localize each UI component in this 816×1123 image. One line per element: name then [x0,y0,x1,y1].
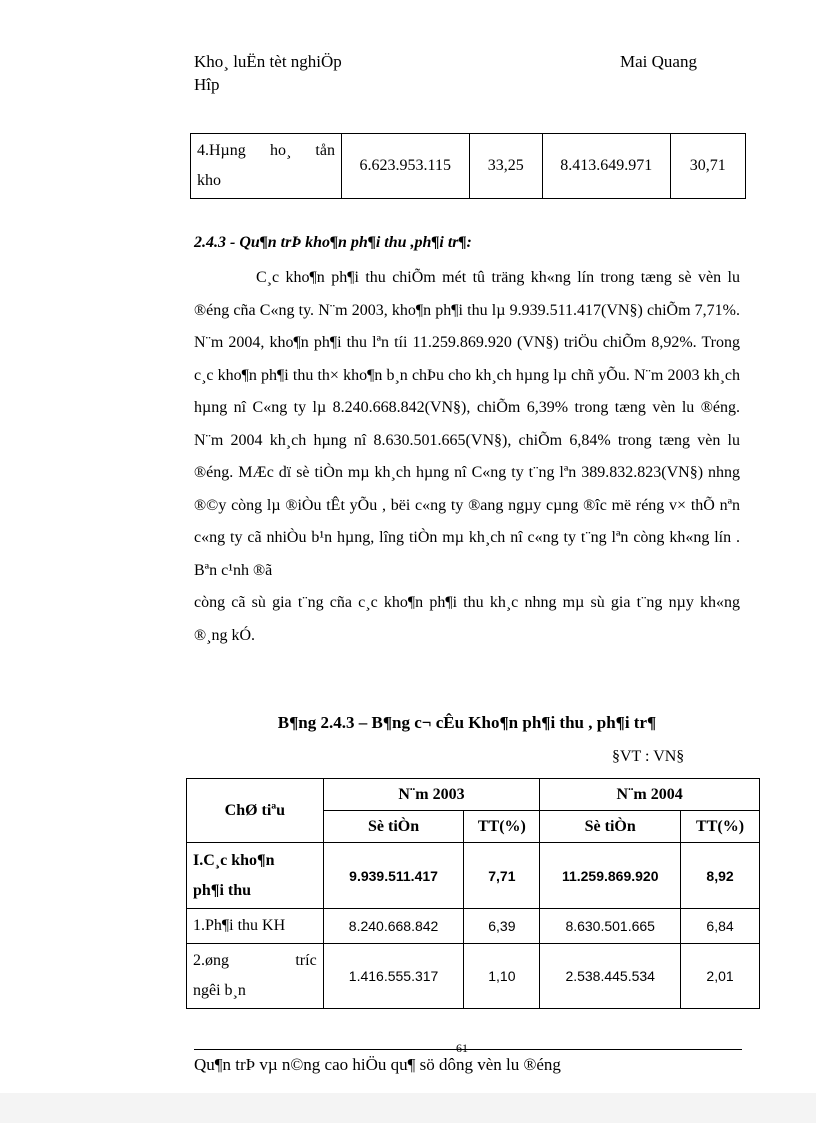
receivables-table [186,778,760,1009]
row-label-line: I.C¸c kho¶n [193,851,275,869]
text-line: 9.939.511.417(VN§) chiÕm 7,71%. N¨m 2004, kho¶n ph¶i thu lªn tíi [194,301,741,351]
row-label-line: ph¶i thu [193,881,252,899]
inventory-table [190,133,746,199]
row-label-cell [187,944,324,1009]
pct-2003-cell: 1,10 [464,944,540,1009]
col-indicator-header: ChØ tiªu [187,779,324,843]
amount-2004-cell: 8.630.501.665 [540,909,681,944]
row-label-word: tån [315,142,335,159]
table-row [187,909,760,944]
amount-2003-cell: 8.240.668.842 [323,909,464,944]
table-header-row [187,779,760,811]
header-author: Mai Quang [620,52,697,71]
header-title: Kho¸ luËn tèt nghiÖp [194,52,342,71]
value-2004-cell: 8.413.649.971 [543,134,671,199]
text-line: hµng nî C«ng ty lµ 8.240.668.842(VN§), chiÕm 6,39% trong tæng [194,399,653,416]
text-line: sè vèn lu ®éng cña C«ng ty. N¨m 2003, kho¶n ph¶i thu lµ [194,269,740,319]
row-label-cell [191,134,342,199]
amount-2004-cell: 2.538.445.534 [540,944,681,1009]
pct-2004-cell: 30,71 [670,134,745,199]
table-row [187,843,760,909]
year-2003-header: N¨m 2003 [323,779,540,811]
pct-2003-cell: 33,25 [469,134,542,199]
header-title-continued: Hîp [194,75,220,94]
value-2003-cell: 6.623.953.115 [341,134,469,199]
text-line: , bëi c«ng ty ®ang ngµy cµng ®îc më réng v× thÕ nªn c«ng ty cã [194,496,740,546]
table-row [187,944,760,1009]
text-line: lín . Bªn c¹nh ®ã [194,529,741,579]
text-line: nµy kh«ng ®¸ng kÓ. [194,594,740,644]
amount-2003-cell: 9.939.511.417 [323,843,464,909]
text-line: 6,84% trong tæng vèn lu ®éng. MÆc dï sè tiÒn mµ kh¸ch hµng nî [194,431,741,481]
pct-2004-cell: 2,01 [681,944,760,1009]
body-paragraph [194,262,740,652]
paragraph-text [194,262,740,587]
row-label-word: 2.øng [193,952,229,969]
amount-2004-header: Sè tiÒn [540,811,681,843]
text-line: còng cã sù gia t¨ng cña c¸c kho¶n ph¶i thu kh¸c nhng mµ sù gia t¨ng [194,594,669,611]
pct-2004-cell: 8,92 [681,843,760,909]
table-title: B¶ng 2.4.3 – B¶ng c¬ cÊu Kho¶n ph¶i thu , ph¶i tr¶ [277,713,657,732]
unit-label: §VT : VN§ [612,748,685,765]
footer-title: Qu¶n trÞ vµ n©ng cao hiÖu qu¶ sö dông vèn lu ®éng [194,1055,561,1074]
row-label-line2: kho [197,172,221,189]
footer-divider [194,1049,742,1050]
row-label-line: 1.Ph¶i thu KH [193,917,286,934]
text-line: th× kho¶n b¸n chÞu cho kh¸ch hµng lµ chñ yÕu. N¨m 2003 kh¸ch [317,366,741,384]
pct-2003-header: TT(%) [464,811,540,843]
header-left [194,50,342,96]
page-number: 61 [456,1041,468,1055]
amount-2003-cell: 1.416.555.317 [323,944,464,1009]
table-row [191,134,746,199]
row-label-cell [187,843,324,909]
text-line: C«ng ty t¨ng lªn 389.832.823(VN§) nhng ®©y còng lµ ®iÒu tÊt yÕu [194,464,740,514]
row-label-cell [187,909,324,944]
text-line: 11.259.869.920 (VN§) triÖu chiÕm 8,92%. Trong c¸c kho¶n ph¶i thu [194,334,740,384]
text-line: vèn lu ®éng. N¨m 2004 kh¸ch hµng nî 8.630.501.665(VN§), chiÕm [194,399,740,449]
year-2004-header: N¨m 2004 [540,779,760,811]
pct-2003-cell: 6,39 [464,909,540,944]
pct-2004-cell: 6,84 [681,909,760,944]
pct-2004-header: TT(%) [681,811,760,843]
row-label-word: tríc [295,952,317,969]
text-line: nhiÒu b¹n hµng, lîng tiÒn mµ kh¸ch nî c«ng ty t¨ng lªn còng kh«ng [266,529,715,546]
section-heading: 2.4.3 - Qu¶n trÞ kho¶n ph¶i thu ,ph¶i tr¶: [194,234,472,251]
amount-2004-cell: 11.259.869.920 [540,843,681,909]
row-label-line: ngêi b¸n [193,982,246,999]
amount-2003-header: Sè tiÒn [323,811,464,843]
paragraph-text [194,587,740,652]
text-line: C¸c kho¶n ph¶i thu chiÕm mét tû träng kh«ng lín trong tæng [256,269,679,286]
row-label-word: ho¸ [269,142,292,159]
page-bottom-band [0,1093,816,1123]
row-label-word: 4.Hµng [197,142,246,159]
pct-2003-cell: 7,71 [464,843,540,909]
